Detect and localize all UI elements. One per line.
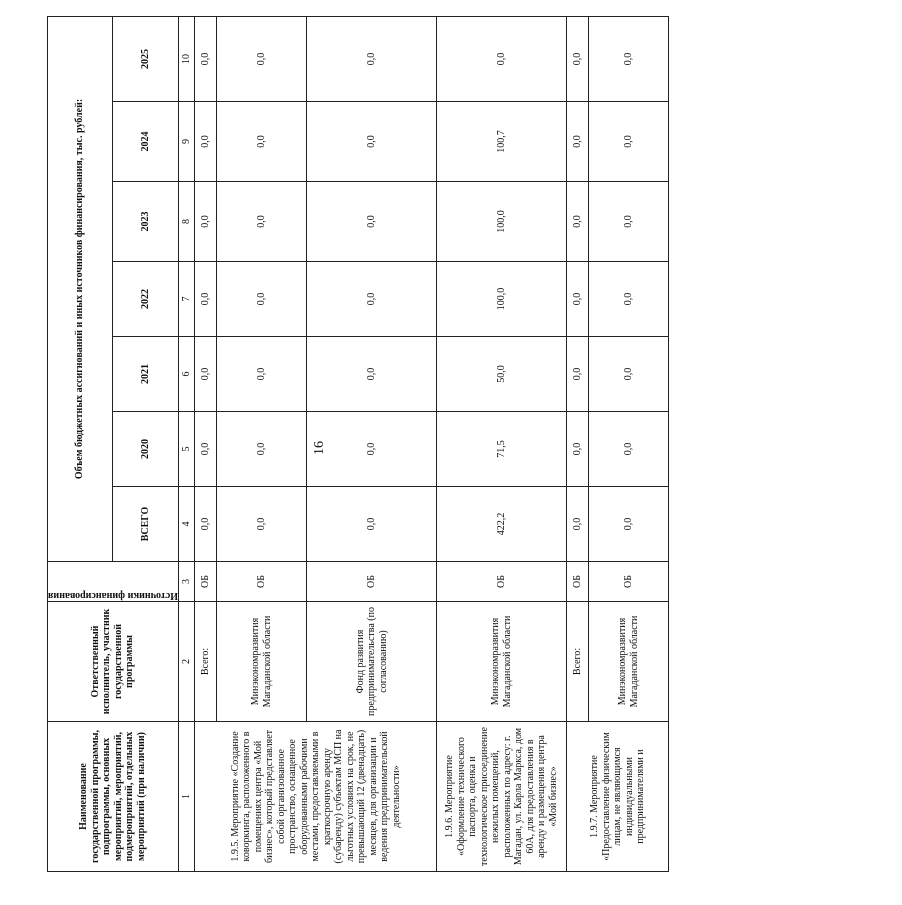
value-cell: 0,0 xyxy=(567,412,589,487)
value-cell: 0,0 xyxy=(567,487,589,562)
executor-cell: Всего: xyxy=(195,602,217,722)
header-funding-title: Объем бюджетных ассигнований и иных источников финансирования, тыс. рублей: xyxy=(48,16,113,561)
value-cell: 0,0 xyxy=(589,182,669,262)
activity-name: 1.9.6. Мероприятие «Оформление технического паспорта, оценка и технологическое присоединение нежилых помещений, расположенных по адресу: г. Магадан, ул. Карла Маркса, дом 60А, для предоставления в аренду и размещения центра «Мой бизнес» xyxy=(437,722,567,872)
value-cell: 0,0 xyxy=(589,487,669,562)
header-name: Наименование государственной программы, подпрограммы, основных мероприятий, мероприятий, подмероприятий, отдельных мероприятий (при наличии) xyxy=(48,722,179,872)
value-cell: 0,0 xyxy=(307,337,437,412)
column-number: 9 xyxy=(178,102,195,182)
value-cell: 0,0 xyxy=(307,262,437,337)
year-header: ВСЕГО xyxy=(113,487,179,562)
table-row xyxy=(195,16,217,871)
value-cell: 0,0 xyxy=(217,182,307,262)
source-cell: ОБ xyxy=(195,562,217,602)
value-cell: 0,0 xyxy=(589,337,669,412)
value-cell: 0,0 xyxy=(217,412,307,487)
executor-cell: Минэкономразвития Магаданской области xyxy=(437,602,567,722)
year-header: 2024 xyxy=(113,102,179,182)
column-number: 6 xyxy=(178,337,195,412)
source-cell: ОБ xyxy=(567,562,589,602)
header-source-label: Источники финансирования xyxy=(48,590,178,601)
value-cell: 0,0 xyxy=(307,487,437,562)
value-cell: 0,0 xyxy=(217,102,307,182)
value-cell: 0,0 xyxy=(217,16,307,101)
value-cell: 0,0 xyxy=(195,337,217,412)
source-cell: ОБ xyxy=(589,562,669,602)
year-header: 2021 xyxy=(113,337,179,412)
source-cell: ОБ xyxy=(307,562,437,602)
table-row xyxy=(567,16,589,871)
column-number: 5 xyxy=(178,412,195,487)
value-cell: 0,0 xyxy=(217,487,307,562)
executor-cell: Минэкономразвития Магаданской области xyxy=(217,602,307,722)
funding-table xyxy=(47,16,669,872)
column-number: 1 xyxy=(178,722,195,872)
value-cell: 0,0 xyxy=(307,412,437,487)
page-number: 16 xyxy=(312,441,327,455)
value-cell: 0,0 xyxy=(589,102,669,182)
table-rotor xyxy=(47,17,647,872)
year-header: 2022 xyxy=(113,262,179,337)
table-body xyxy=(195,16,669,871)
value-cell: 100,7 xyxy=(437,102,567,182)
value-cell: 0,0 xyxy=(195,182,217,262)
value-cell: 71,5 xyxy=(437,412,567,487)
column-number-row xyxy=(178,16,195,871)
executor-cell: Всего: xyxy=(567,602,589,722)
column-number: 8 xyxy=(178,182,195,262)
rotated-sheet xyxy=(47,17,902,866)
year-header: 2020 xyxy=(113,412,179,487)
value-cell: 100,0 xyxy=(437,182,567,262)
column-number: 10 xyxy=(178,16,195,101)
activity-name: 1.9.5. Мероприятие «Создание коворкинга, расположенного в помещениях центра «Мой бизнес», который представляет собой организованное пространство, оснащенное оборудованными рабочими местами, предоставляемыми в краткосрочную аренду (субаренду) субъектам МСП на льготных условиях на срок, не превышающий 12 (двенадцать) месяцев, для организации и ведения предпринимательской деятельности» xyxy=(195,722,437,872)
value-cell: 0,0 xyxy=(195,487,217,562)
header-executor: Ответственный исполнитель, участник государственной программы xyxy=(48,602,179,722)
source-cell: ОБ xyxy=(217,562,307,602)
value-cell: 0,0 xyxy=(589,16,669,101)
value-cell: 50,0 xyxy=(437,337,567,412)
source-cell: ОБ xyxy=(437,562,567,602)
column-number: 2 xyxy=(178,602,195,722)
value-cell: 0,0 xyxy=(217,337,307,412)
year-header: 2023 xyxy=(113,182,179,262)
value-cell: 0,0 xyxy=(217,262,307,337)
value-cell: 0,0 xyxy=(195,102,217,182)
value-cell: 0,0 xyxy=(567,262,589,337)
value-cell: 0,0 xyxy=(589,262,669,337)
value-cell: 0,0 xyxy=(195,412,217,487)
value-cell: 0,0 xyxy=(567,16,589,101)
value-cell: 0,0 xyxy=(307,182,437,262)
value-cell: 0,0 xyxy=(589,412,669,487)
activity-name: 1.9.7. Мероприятие «Предоставление физическим лицам, не являющимся индивидуальными предпринимателями и xyxy=(567,722,669,872)
value-cell: 0,0 xyxy=(195,16,217,101)
column-number: 4 xyxy=(178,487,195,562)
executor-cell: Фонд развития предпринимательства (по согласованию) xyxy=(307,602,437,722)
year-header: 2025 xyxy=(113,16,179,101)
value-cell: 0,0 xyxy=(567,102,589,182)
value-cell: 100,0 xyxy=(437,262,567,337)
value-cell: 0,0 xyxy=(195,262,217,337)
value-cell: 0,0 xyxy=(567,182,589,262)
value-cell: 0,0 xyxy=(307,102,437,182)
table-row xyxy=(437,16,567,871)
column-number: 3 xyxy=(178,562,195,602)
value-cell: 422,2 xyxy=(437,487,567,562)
column-number: 7 xyxy=(178,262,195,337)
value-cell: 0,0 xyxy=(437,16,567,101)
executor-cell: Минэкономразвития Магаданской области xyxy=(589,602,669,722)
header-source xyxy=(48,562,179,602)
value-cell: 0,0 xyxy=(567,337,589,412)
value-cell: 0,0 xyxy=(307,16,437,101)
